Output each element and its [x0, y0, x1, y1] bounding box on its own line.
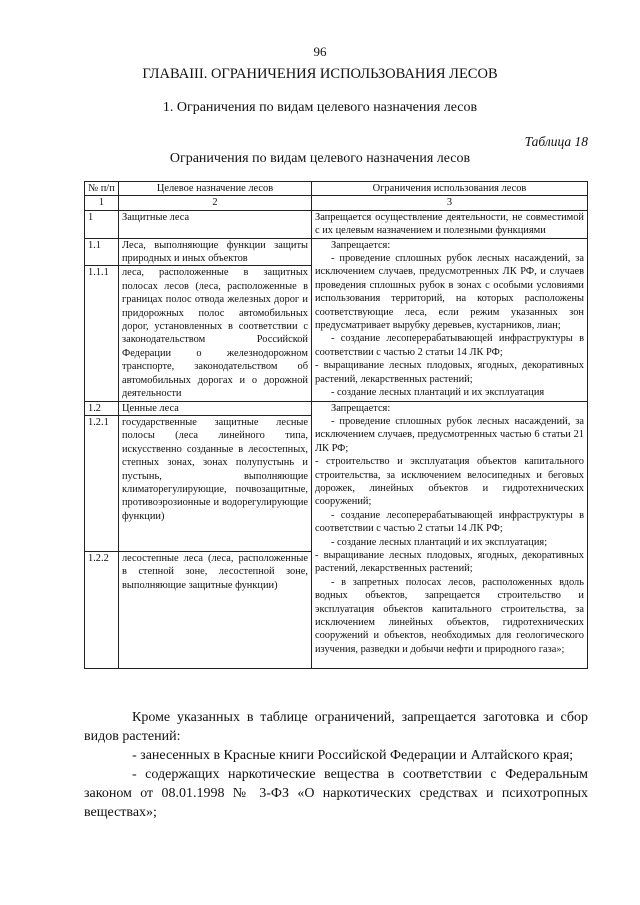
row-limits [312, 401, 588, 668]
header-num: № п/п [85, 182, 119, 196]
paragraph: - содержащих наркотические вещества в соответствии с Федеральным законом от 08.01.1998 № 3-ФЗ «О наркотических средствах и психотропных веществах»; [84, 767, 588, 820]
limits-line: - создание лесоперерабатывающей инфраструктуры в соответствии с частью 2 статьи 14 ЛК РФ; [315, 333, 584, 358]
table-row [85, 401, 588, 415]
limits-line: - создание лесных плантаций и их эксплуатация; [331, 536, 548, 548]
limits-line: - создание лесных плантаций и их эксплуатация [331, 387, 545, 399]
limits-line: - выращивание лесных плодовых, ягодных, декоративных растений, лекарственных растений; [315, 549, 584, 575]
row-limits [312, 238, 588, 401]
row-num: 1 [85, 210, 119, 238]
limits-line: Запрещается: [331, 402, 391, 414]
colnum-1: 1 [85, 196, 119, 210]
row-purpose: Ценные леса [119, 401, 312, 415]
limits-line: Запрещается: [331, 239, 391, 251]
limits-line: - выращивание лесных плодовых, ягодных, декоративных растений, лекарственных растений; [315, 360, 584, 385]
row-limits: Запрещается осуществление деятельности, не совместимой с их целевым назначением и полезными функциями [312, 210, 588, 238]
restrictions-table [84, 181, 588, 669]
row-purpose: государственные защитные лесные полосы (леса линейного типа, искусственно созданные в лесостепных, степных зонах, зонах полупустынь и пустынь, выполняющие климаторегулирующие, почвозащитные, противоэрозионные и водорегулирующие функции) [119, 415, 312, 551]
table-row [85, 210, 588, 238]
table-header-row [85, 182, 588, 196]
after-table-text [84, 708, 588, 822]
paragraph: Кроме указанных в таблице ограничений, запрещается заготовка и сбор видов растений: [84, 710, 588, 744]
chapter-title: ГЛАВАIII. ОГРАНИЧЕНИЯ ИСПОЛЬЗОВАНИЯ ЛЕСОВ [142, 66, 498, 82]
row-num: 1.2.1 [85, 415, 119, 551]
header-limits: Ограничения использования лесов [312, 182, 588, 196]
limits-line: - проведение сплошных рубок лесных насаждений, за исключением случаев, предусмотренных частью 6 статьи 21 ЛК РФ; [315, 415, 584, 454]
column-numbers-row [85, 196, 588, 210]
row-num: 1.2 [85, 401, 119, 415]
limits-line: - строительство и эксплуатация объектов капитального строительства, за исключением велосипедных и беговых дорожек, линейных объектов и гидротехнических сооружений; [315, 456, 584, 508]
row-num: 1.2.2 [85, 551, 119, 668]
section-title: 1. Ограничения по видам целевого назначения лесов [162, 100, 478, 115]
row-purpose: Леса, выполняющие функции защиты природных и иных объектов [119, 238, 312, 266]
page-number: 96 [313, 44, 327, 59]
paragraph: - занесенных в Красные книги Российской Федерации и Алтайского края; [132, 748, 574, 763]
row-purpose: леса, расположенные в защитных полосах лесов (леса, расположенные в границах полос отвода железных дорог и придорожных полос автомобильных дорог, установленных в соответствии с законодательством Российской Федерации о железнодорожном транспорте, законодательством об автомобильных дорогах и о дорожной деятельности [119, 266, 312, 401]
colnum-3: 3 [312, 196, 588, 210]
table-number: Таблица 18 [524, 134, 588, 149]
limits-line: - создание лесоперерабатывающей инфраструктуры в соответствии с частью 2 статьи 14 ЛК РФ; [315, 509, 584, 535]
row-num: 1.1.1 [85, 266, 119, 401]
row-purpose: лесостепные леса (леса, расположенные в степной зоне, лесостепной зоне, выполняющие защитные функции) [119, 551, 312, 668]
table-row [85, 238, 588, 266]
limits-line: - проведение сплошных рубок лесных насаждений, за исключением случаев, предусмотренных ЛК РФ, и случаев проведения сплошных рубок в зонах с особыми условиями использования территорий, на которых расположены соответствующие леса, если режим указанных зон предусматривает вырубку деревьев, кустарников, лиан; [315, 253, 584, 332]
row-purpose: Защитные леса [119, 210, 312, 238]
table-caption: Ограничения по видам целевого назначения лесов [169, 151, 471, 166]
colnum-2: 2 [119, 196, 312, 210]
limits-line: - в запретных полосах лесов, расположенных вдоль водных объектов, запрещается строительство и эксплуатация объектов капитального строительства, за исключением линейных объектов, гидротехнических сооружений и объектов, необходимых для геологического изучения, разведки и добычи нефти и природного газа»; [315, 576, 584, 655]
header-purpose: Целевое назначение лесов [119, 182, 312, 196]
row-num: 1.1 [85, 238, 119, 266]
